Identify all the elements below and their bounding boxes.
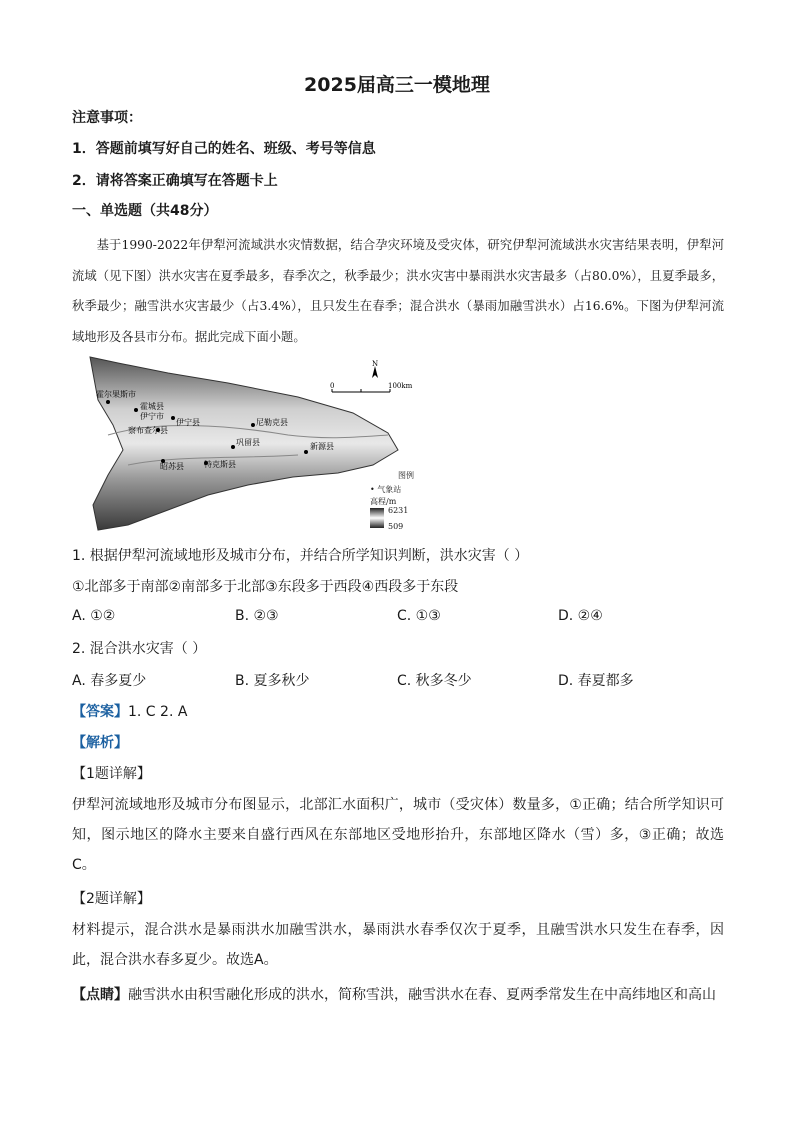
north-label: N: [372, 360, 379, 368]
city-label: 巩留县: [236, 438, 260, 447]
city-label: 霍城县: [140, 402, 164, 411]
analysis-tag: 【解析】: [72, 735, 128, 751]
scale-end: 100km: [388, 382, 413, 390]
city-label: 伊宁县: [176, 418, 200, 427]
station-dot: [134, 408, 138, 412]
legend-station: [370, 484, 401, 495]
scale-bar: [330, 360, 425, 400]
answer-line: [72, 702, 722, 722]
reading-passage: 基于1990-2022年伊犁河流域洪水灾情数据，结合孕灾环境及受灾体，研究伊犁河流域洪水灾害结果表明，伊犁河流域（见下图）洪水灾害在夏季最多，春季次之，秋季最少；洪水灾害中暴雨洪水灾害最多（占80.0%），且夏季最多，秋季最少；融雪洪水灾害最少（占3.4%），且只发生在春季；混合洪水（暴雨加融雪洪水）占16.6%。下图为伊犁河流域地形及各县市分布。据此完成下面小题。: [72, 238, 724, 344]
tip-line: [72, 980, 724, 1010]
q2-option-a[interactable]: A. 春多夏少: [72, 673, 147, 689]
q1-option-b[interactable]: B. ②③: [235, 608, 279, 624]
notes-heading: 注意事项：: [72, 110, 142, 126]
elev-low: 509: [388, 522, 404, 531]
notes-item-2: 2．请将答案正确填写在答题卡上: [72, 173, 278, 189]
station-dot-icon: •: [370, 485, 375, 494]
elevation-ramp: [370, 508, 384, 528]
city-label: 霍尔果斯市: [96, 390, 136, 399]
tip-tag: 【点睛】: [72, 987, 128, 1003]
detail-1-text: 伊犁河流域地形及城市分布图显示，北部汇水面积广，城市（受灾体）数量多，①正确；结合所学知识可知，图示地区的降水主要来自盛行西风在东部地区受地形抬升，东部地区降水（雪）多，③正确；故选C。: [72, 797, 724, 873]
station-dot: [106, 400, 110, 404]
station-dot: [304, 450, 308, 454]
q2-option-c[interactable]: C. 秋多冬少: [397, 673, 472, 689]
section-heading: 一、单选题（共48分）: [72, 203, 218, 219]
city-label: 特克斯县: [204, 460, 236, 469]
station-dot: [251, 423, 255, 427]
answer-tag: 【答案】: [72, 704, 128, 720]
question-2-stem: 2. 混合洪水灾害（ ）: [72, 641, 207, 657]
tip-text: 融雪洪水由积雪融化形成的洪水，简称雪洪，融雪洪水在春、夏两季常发生在中高纬地区和高山: [128, 987, 716, 1003]
elev-high: 6231: [388, 506, 409, 515]
scale-zero: 0: [330, 382, 335, 390]
q2-option-d[interactable]: D. 春夏都多: [558, 673, 634, 689]
city-label: 伊宁市: [140, 412, 164, 421]
city-label: 新源县: [310, 442, 334, 451]
notes-item-1: 1．答题前填写好自己的姓名、班级、考号等信息: [72, 141, 376, 157]
q1-option-a[interactable]: A. ①②: [72, 608, 116, 624]
legend-station-label: 气象站: [377, 485, 402, 494]
map-legend: [370, 470, 430, 540]
answer-text: 1. C 2. A: [128, 704, 188, 720]
city-label: 昭苏县: [160, 462, 184, 471]
question-1-stem: 1. 根据伊犁河流域地形及城市分布，并结合所学知识判断，洪水灾害（ ）: [72, 548, 529, 564]
q1-option-d[interactable]: D. ②④: [558, 608, 603, 624]
q1-option-c[interactable]: C. ①③: [397, 608, 441, 624]
page-title: 2025届高三一模地理: [304, 74, 490, 96]
detail-1-heading: 【1题详解】: [72, 766, 151, 782]
station-dot: [231, 445, 235, 449]
legend-elev-label: 高程/m: [370, 497, 397, 506]
city-label: 尼勒克县: [256, 418, 288, 427]
city-label: 察布查尔县: [128, 426, 168, 435]
detail-2-text: 材料提示，混合洪水是暴雨洪水加融雪洪水，暴雨洪水春季仅次于夏季，且融雪洪水只发生在春季，因此，混合洪水春多夏少。故选A。: [72, 922, 724, 968]
legend-title: 图例: [398, 471, 414, 480]
question-1-statements: ①北部多于南部②南部多于北部③东段多于西段④西段多于东段: [72, 579, 459, 595]
station-dot: [171, 416, 175, 420]
q2-option-b[interactable]: B. 夏多秋少: [235, 673, 310, 689]
detail-2-heading: 【2题详解】: [72, 891, 151, 907]
